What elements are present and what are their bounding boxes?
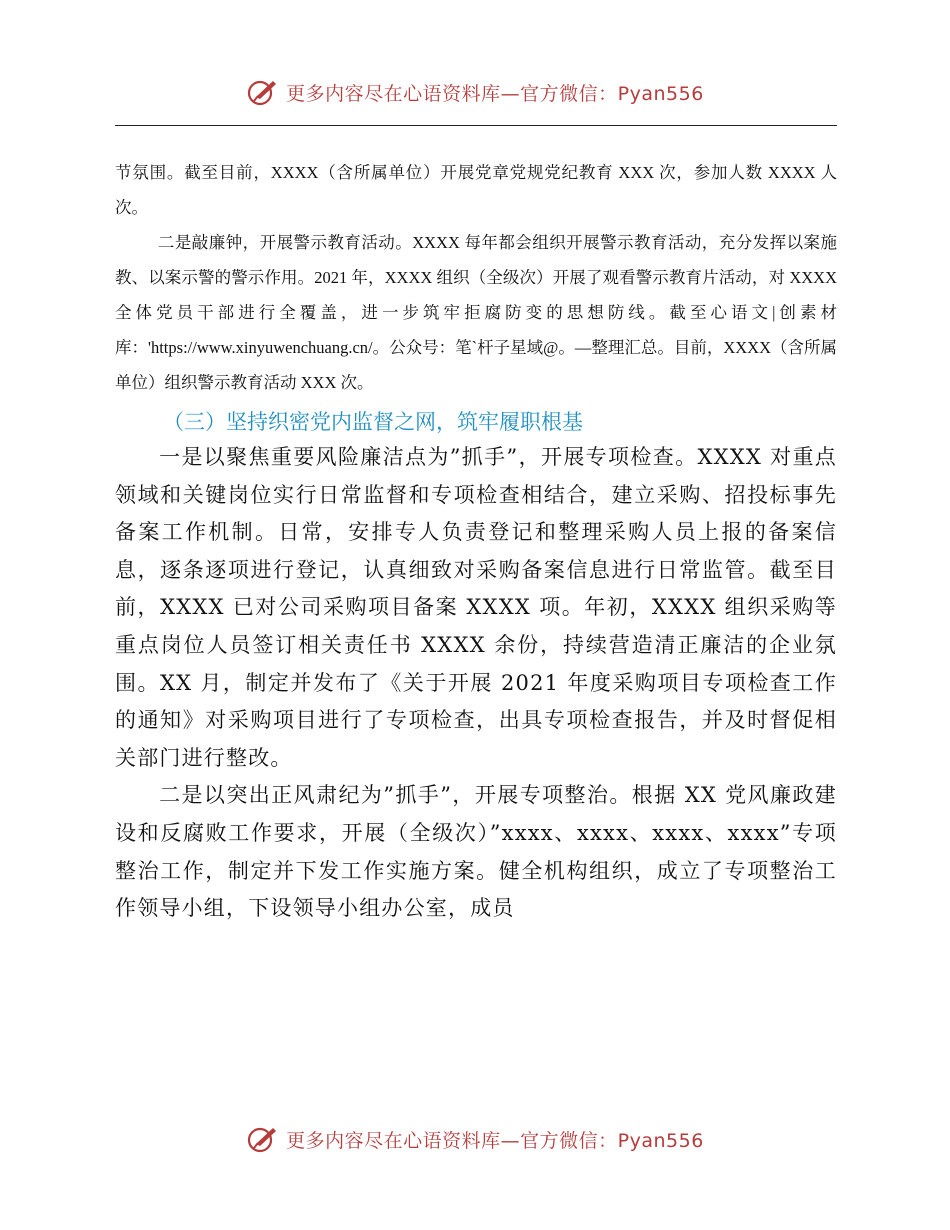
section-heading: （三）坚持织密党内监督之网，筑牢履职根基: [163, 410, 583, 434]
quill-logo-icon: [246, 1124, 280, 1154]
paragraph-1: 节氛围。截至目前，XXXX（含所属单位）开展党章党规党纪教育 XXX 次，参加人数 XXXX 人次。: [115, 163, 837, 217]
header-watermark: [0, 72, 950, 112]
footer-watermark: [0, 1119, 950, 1159]
paragraph-2: 二是敲廉钟，开展警示教育活动。XXXX 每年都会组织开展警示教育活动，充分发挥以案施教、以案示警的警示作用。2021 年，XXXX 组织（全级次）开展了观看警示教育片活动，对 XXXX 全体党员干部进行全覆盖，进一步筑牢拒腐防变的思想防线。截至心语文|创素材库：'https://www.xinyuwenchuang.cn/。公众号：笔`杆子星域@。—整理汇总。目前，XXXX（含所属单位）组织警示教育活动 XXX 次。: [115, 233, 837, 392]
header-divider: [115, 125, 837, 126]
footer-brand-text: 更多内容尽在心语资料库—官方微信：Pyan556: [286, 1129, 704, 1152]
quill-logo-icon: [246, 77, 280, 107]
paragraph-4: 二是以突出正风肃纪为”抓手”，开展专项整治。根据 XX 党风廉政建设和反腐败工作要求，开展（全级次）”xxxx、xxxx、xxxx、xxxx”专项整治工作，制定并下发工作实施方案。健全机构组织，成立了专项整治工作领导小组，下设领导小组办公室，成员: [115, 783, 837, 921]
header-brand-text: 更多内容尽在心语资料库—官方微信：Pyan556: [286, 82, 704, 105]
paragraph-3: 一是以聚焦重要风险廉洁点为”抓手”，开展专项检查。XXXX 对重点领域和关键岗位实行日常监督和专项检查相结合，建立采购、招投标事先备案工作机制。日常，安排专人负责登记和整理采购人员上报的备案信息，逐条逐项进行登记，认真细致对采购备案信息进行日常监管。截至目前，XXXX 已对公司采购项目备案 XXXX 项。年初，XXXX 组织采购等重点岗位人员签订相关责任书 XXXX 余份，持续营造清正廉洁的企业氛围。XX 月，制定并发布了《关于开展 2021 年度采购项目专项检查工作的通知》对采购项目进行了专项检查，出具专项检查报告，并及时督促相关部门进行整改。: [115, 445, 837, 770]
document-body: [115, 155, 837, 928]
